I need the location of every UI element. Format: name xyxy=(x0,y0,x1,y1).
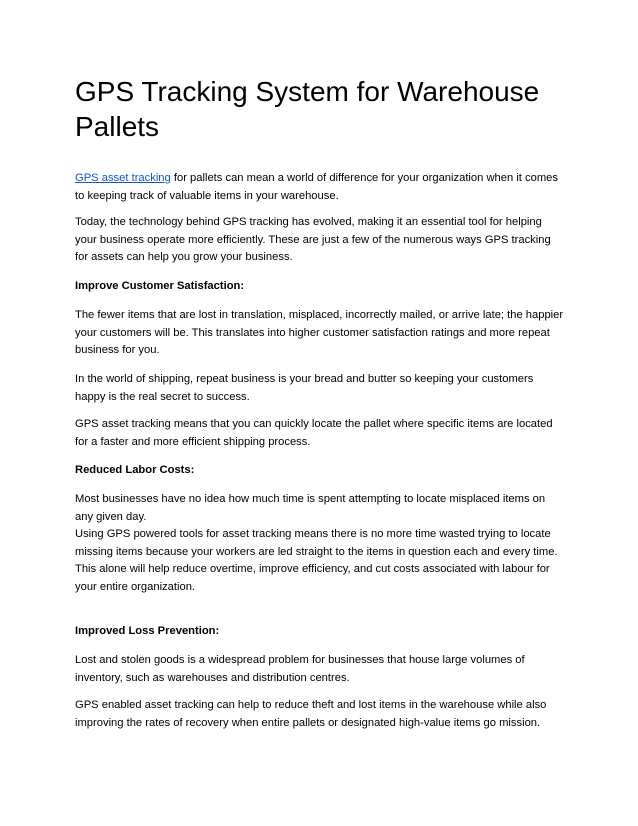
labor-line-2: Using GPS powered tools for asset tracking means there is no more time wasted trying to locate missing items because your workers are led straight to the items in question each and every time. xyxy=(75,528,558,558)
heading-labor-costs: Reduced Labor Costs: xyxy=(75,464,195,476)
paragraph-labor-costs xyxy=(75,491,565,596)
intro-text: for pallets can mean a world of difference for your organization when it comes to keeping track of valuable items in your warehouse. xyxy=(75,172,558,202)
paragraph-technology: Today, the technology behind GPS tracking has evolved, making it an essential tool for helping your business operate more efficiently. These are just a few of the numerous ways GPS tracking for assets can help you grow your business. xyxy=(75,216,551,263)
heading-loss-prevention: Improved Loss Prevention: xyxy=(75,625,220,637)
heading-customer-satisfaction: Improve Customer Satisfaction: xyxy=(75,280,245,292)
gps-asset-tracking-link[interactable]: GPS asset tracking xyxy=(75,172,171,184)
paragraph-fewer-items: The fewer items that are lost in translation, misplaced, incorrectly mailed, or arrive late; the happier your customers will be. This translates into higher customer satisfaction ratings and more repeat business for you. xyxy=(75,309,564,356)
paragraph-repeat-business: In the world of shipping, repeat business is your bread and butter so keeping your customers happy is the real secret to success. xyxy=(75,373,534,403)
paragraph-locate-pallet: GPS asset tracking means that you can quickly locate the pallet where specific items are located for a faster and more efficient shipping process. xyxy=(75,418,553,448)
labor-line-3: This alone will help reduce overtime, improve efficiency, and cut costs associated with labour for your entire organization. xyxy=(75,563,550,593)
paragraph-theft-reduction: GPS enabled asset tracking can help to reduce theft and lost items in the warehouse while also improving the rates of recovery when entire pallets or designated high-value items go mission. xyxy=(75,699,547,729)
document-title: GPS Tracking System for Warehouse Pallets xyxy=(75,76,540,142)
paragraph-lost-stolen: Lost and stolen goods is a widespread problem for businesses that house large volumes of inventory, such as warehouses and distribution centres. xyxy=(75,654,525,684)
intro-paragraph xyxy=(75,170,565,205)
labor-line-1: Most businesses have no idea how much time is spent attempting to locate misplaced items on any given day. xyxy=(75,493,546,523)
